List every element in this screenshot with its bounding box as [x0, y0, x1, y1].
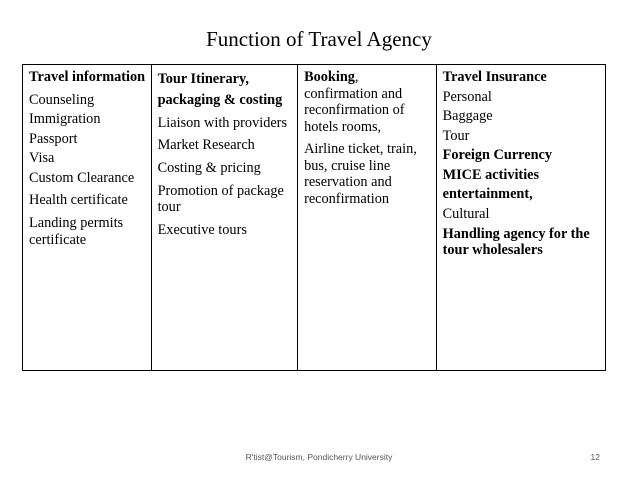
list-item: Executive tours — [157, 221, 247, 238]
list-item: Tour — [442, 127, 470, 144]
list-item: Counseling — [29, 91, 95, 108]
list-item: Liaison with providers — [157, 114, 288, 131]
list-item: Baggage — [442, 108, 493, 125]
list-item: Personal — [442, 88, 492, 105]
list-item: Costing & pricing — [157, 160, 261, 177]
list-item: Foreign Currency — [442, 147, 553, 164]
column-travel-information — [23, 65, 151, 370]
list-item: Landing permits certificate — [29, 215, 124, 248]
column-heading: Travel information — [29, 69, 146, 85]
list-item: Visa — [29, 150, 55, 167]
footer-credit: R'tist@Tourism, Pondicherry University — [245, 452, 393, 462]
list-item: Immigration — [29, 111, 101, 128]
list-item: Custom Clearance — [29, 169, 135, 186]
column-tour-itinerary — [151, 65, 298, 370]
booking-entry — [304, 69, 432, 135]
list-item: Cultural — [442, 206, 490, 223]
list-item: MICE activities — [442, 166, 540, 183]
list-item: Handling agency for the tour wholesalers — [442, 225, 590, 259]
functions-table — [22, 64, 606, 371]
column-heading: Travel Insurance — [442, 69, 547, 85]
slide-title: Function of Travel Agency — [206, 27, 432, 51]
column-heading: Booking — [304, 69, 355, 85]
column-travel-insurance — [436, 65, 605, 370]
booking-detail: , confirmation and reconfirmation of hotels rooms, — [304, 69, 405, 135]
list-item: Promotion of package tour — [157, 182, 284, 216]
list-item: Market Research — [157, 137, 255, 154]
list-item: Health certificate — [29, 192, 128, 209]
list-item: Passport — [29, 130, 78, 147]
page-number: 12 — [590, 452, 600, 462]
list-item: entertainment, — [442, 186, 533, 203]
list-item: Airline ticket, train, bus, cruise line reservation and reconfirmation — [304, 141, 417, 208]
column-heading: Tour Itinerary, packaging & costing — [157, 71, 283, 109]
column-booking — [297, 65, 436, 370]
